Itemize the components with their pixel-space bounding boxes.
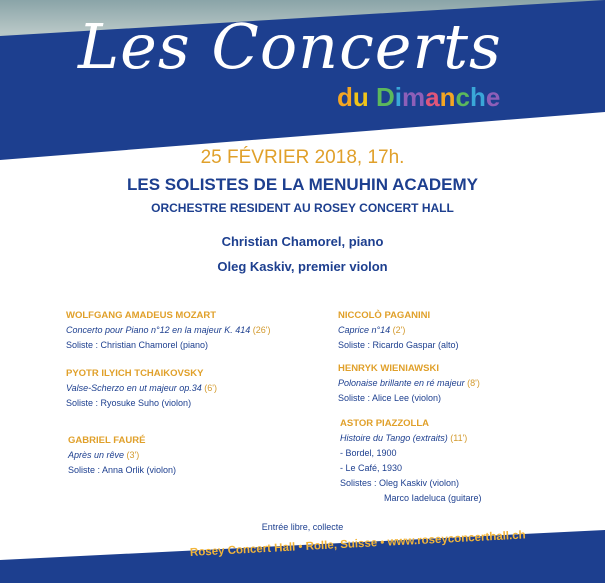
- work-duration: (8'): [467, 378, 480, 388]
- soloist-line: Solistes : Oleg Kaskiv (violon): [340, 478, 460, 488]
- event-date: 25 FÉVRIER 2018, 17h.: [200, 147, 405, 168]
- work-title: Concerto pour Piano n°12 en la majeur K. 414: [66, 325, 251, 335]
- soloist-line: Soliste : Christian Chamorel (piano): [66, 340, 209, 350]
- soloist-line: Soliste : Alice Lee (violon): [338, 393, 442, 403]
- soloist-line-2: Marco Iadeluca (guitare): [384, 493, 482, 503]
- work-duration: (6'): [204, 383, 217, 393]
- header-title: Les Concerts: [78, 10, 502, 83]
- header-subtitle: [337, 82, 500, 113]
- subtitle-letter: n: [439, 82, 456, 112]
- program-item-paganini: [338, 308, 459, 353]
- performer-2: Oleg Kaskiv, premier violon: [217, 259, 388, 274]
- subtitle-letter: m: [402, 82, 426, 112]
- work-title: Valse-Scherzo en ut majeur op.34: [66, 383, 202, 393]
- subtitle-letter: u: [352, 82, 369, 112]
- subtitle-letter: h: [469, 82, 486, 112]
- program-item-tchaikovsky: [66, 366, 217, 411]
- subtitle-letter: c: [455, 82, 470, 112]
- soloist-line: Soliste : Ricardo Gaspar (alto): [338, 340, 459, 350]
- subtitle-letter: d: [337, 82, 353, 112]
- subtitle-letter: e: [485, 82, 501, 112]
- composer-name: HENRYK WIENIAWSKI: [338, 363, 439, 374]
- work-duration: (2'): [392, 325, 406, 335]
- subtitle-letter: a: [425, 82, 440, 112]
- program-item-mozart: [66, 308, 270, 353]
- work-title: Caprice n°14: [338, 325, 391, 335]
- work-title: Histoire du Tango (extraits): [340, 433, 448, 443]
- work-duration: (11'): [450, 433, 468, 443]
- subtitle-letter: i: [394, 82, 403, 112]
- soloist-line: Soliste : Ryosuke Suho (violon): [66, 398, 192, 408]
- work-title: Après un rêve: [68, 450, 125, 460]
- work-duration: (26'): [252, 325, 271, 335]
- composer-name: GABRIEL FAURÉ: [68, 435, 146, 446]
- soloist-line: Soliste : Anna Orlik (violon): [68, 465, 177, 475]
- event-subtitle: ORCHESTRE RESIDENT AU ROSEY CONCERT HALL: [151, 201, 454, 215]
- movement-line: - Le Café, 1930: [340, 463, 403, 473]
- work-title: Polonaise brillante en ré majeur: [338, 378, 465, 388]
- movement-line: - Bordel, 1900: [340, 448, 397, 458]
- program-item-wieniawski: [338, 361, 480, 406]
- entry-note: Entrée libre, collecte: [261, 522, 344, 532]
- program-item-piazzolla: [340, 416, 482, 506]
- composer-name: ASTOR PIAZZOLLA: [340, 418, 430, 429]
- work-duration: (3'): [126, 450, 140, 460]
- subtitle-letter: [369, 82, 376, 113]
- composer-name: NICCOLÒ PAGANINI: [338, 310, 431, 321]
- subtitle-letter: D: [376, 82, 395, 112]
- event-title: LES SOLISTES DE LA MENUHIN ACADEMY: [126, 175, 479, 194]
- performer-1: Christian Chamorel, piano: [221, 234, 384, 249]
- footer-text: Rosey Concert Hall • Rolle, Suisse • www.roseyconcerthall.ch: [189, 529, 526, 559]
- composer-name: PYOTR ILYICH TCHAIKOVSKY: [66, 368, 204, 379]
- composer-name: WOLFGANG AMADEUS MOZART: [66, 310, 217, 321]
- program-item-faure: [68, 433, 176, 478]
